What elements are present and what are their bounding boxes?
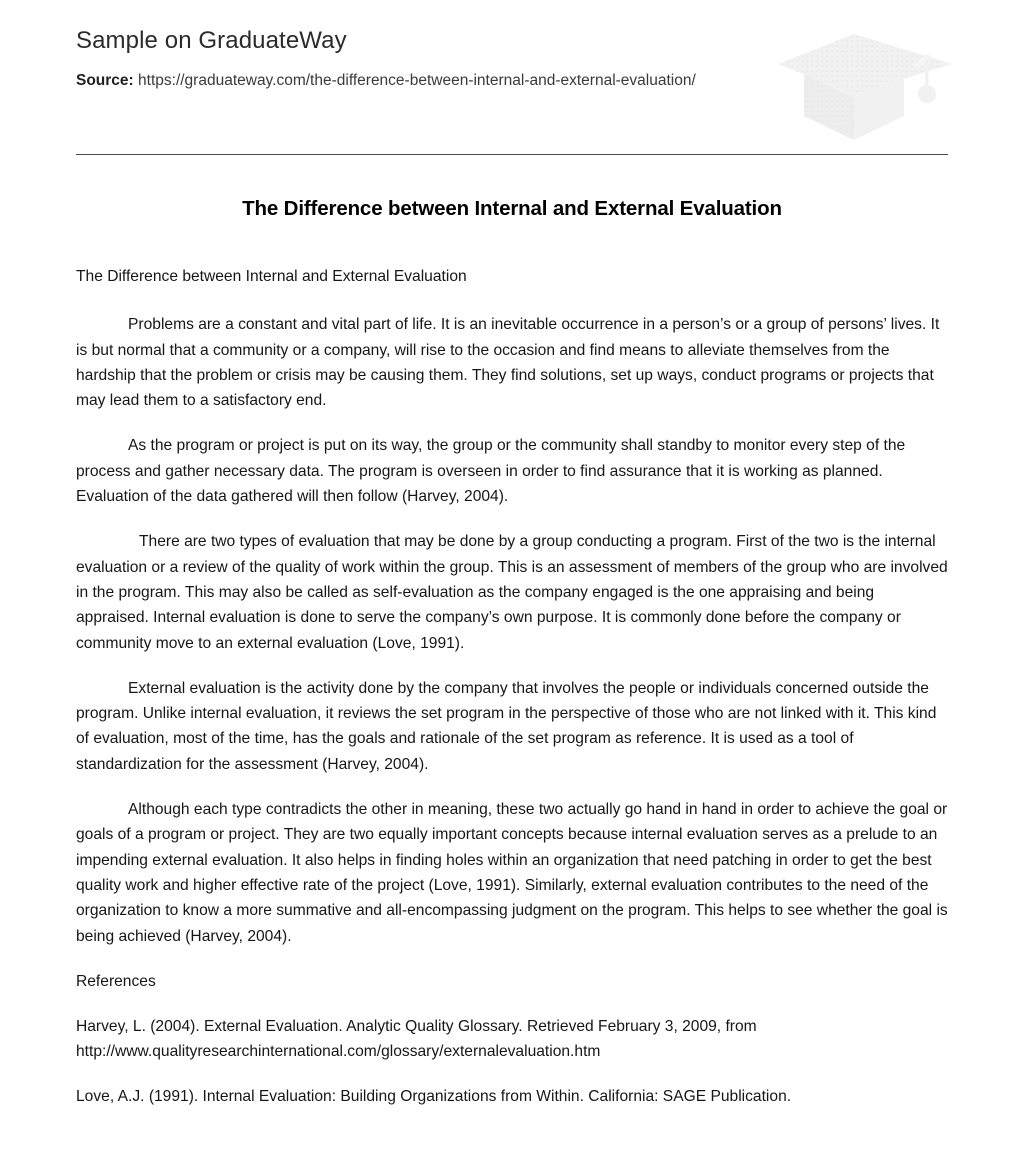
page-header bbox=[76, 26, 948, 93]
site-title: Sample on GraduateWay bbox=[76, 27, 347, 54]
paragraph-4: External evaluation is the activity done by the company that involves the people or individuals concerned outside the program. Unlike internal evaluation, it reviews the set program in the perspective of those who are not linked with it. This kind of evaluation, most of the time, has the goals and rationale of the set program as reference. It is used as a tool of standardization for the assessment (Harvey, 2004). bbox=[76, 679, 937, 773]
paragraph-2: As the program or project is put on its way, the group or the community shall standby to monitor every step of the process and gather necessary data. The program is overseen in order to find assurance that it is working as planned. Evaluation of the data gathered will then follow (Harvey, 2004). bbox=[76, 437, 906, 506]
paragraph-5: Although each type contradicts the other in meaning, these two actually go hand in hand in order to achieve the goal or goals of a program or project. They are two equally important concepts because internal evaluation serves as a prelude to an impending external evaluation. It also helps in finding holes within an organization that need patching in order to get the best quality work and higher effective rate of the project (Love, 1991). Similarly, external evaluation contributes to the need of the organization to know a more summative and all-encompassing judgment on the program. This helps to see whether the goal is being achieved (Harvey, 2004). bbox=[76, 801, 948, 945]
document-title: The Difference between Internal and External Evaluation bbox=[242, 197, 782, 220]
reference-item-2: Love, A.J. (1991). Internal Evaluation: Building Organizations from Within. California: SAGE Publication. bbox=[76, 1087, 792, 1105]
paragraph-3: There are two types of evaluation that may be done by a group conducting a program. First of the two is the internal evaluation or a review of the quality of work within the group. This is an assessment of members of the group who are involved in the program. This may also be called as self-evaluation as the company engaged is the one appraising and being appraised. Internal evaluation is done to serve the company’s own purpose. It is commonly done before the company or community move to an external evaluation (Love, 1991). bbox=[76, 533, 948, 652]
paragraph-1: Problems are a constant and vital part of life. It is an inevitable occurrence in a person’s or a group of persons’ lives. It is but normal that a community or a company, will rise to the occasion and find means to alleviate themselves from the hardship that the problem or crisis may be causing them. They find solutions, set up ways, conduct programs or projects that may lead them to a satisfactory end. bbox=[76, 316, 940, 410]
source-label: Source: bbox=[76, 72, 134, 89]
document-subtitle: The Difference between Internal and External Evaluation bbox=[76, 268, 467, 285]
source-line bbox=[76, 68, 716, 93]
reference-item-1: Harvey, L. (2004). External Evaluation. Analytic Quality Glossary. Retrieved February 3, 2009, from http://www.qualityresearchinternational.com/glossary/externalevaluation.htm bbox=[76, 1018, 757, 1061]
document-body bbox=[76, 196, 948, 1128]
source-url[interactable]: https://graduateway.com/the-difference-between-internal-and-external-evaluation/ bbox=[138, 72, 696, 89]
references-heading: References bbox=[76, 972, 156, 990]
header-divider bbox=[76, 154, 948, 155]
